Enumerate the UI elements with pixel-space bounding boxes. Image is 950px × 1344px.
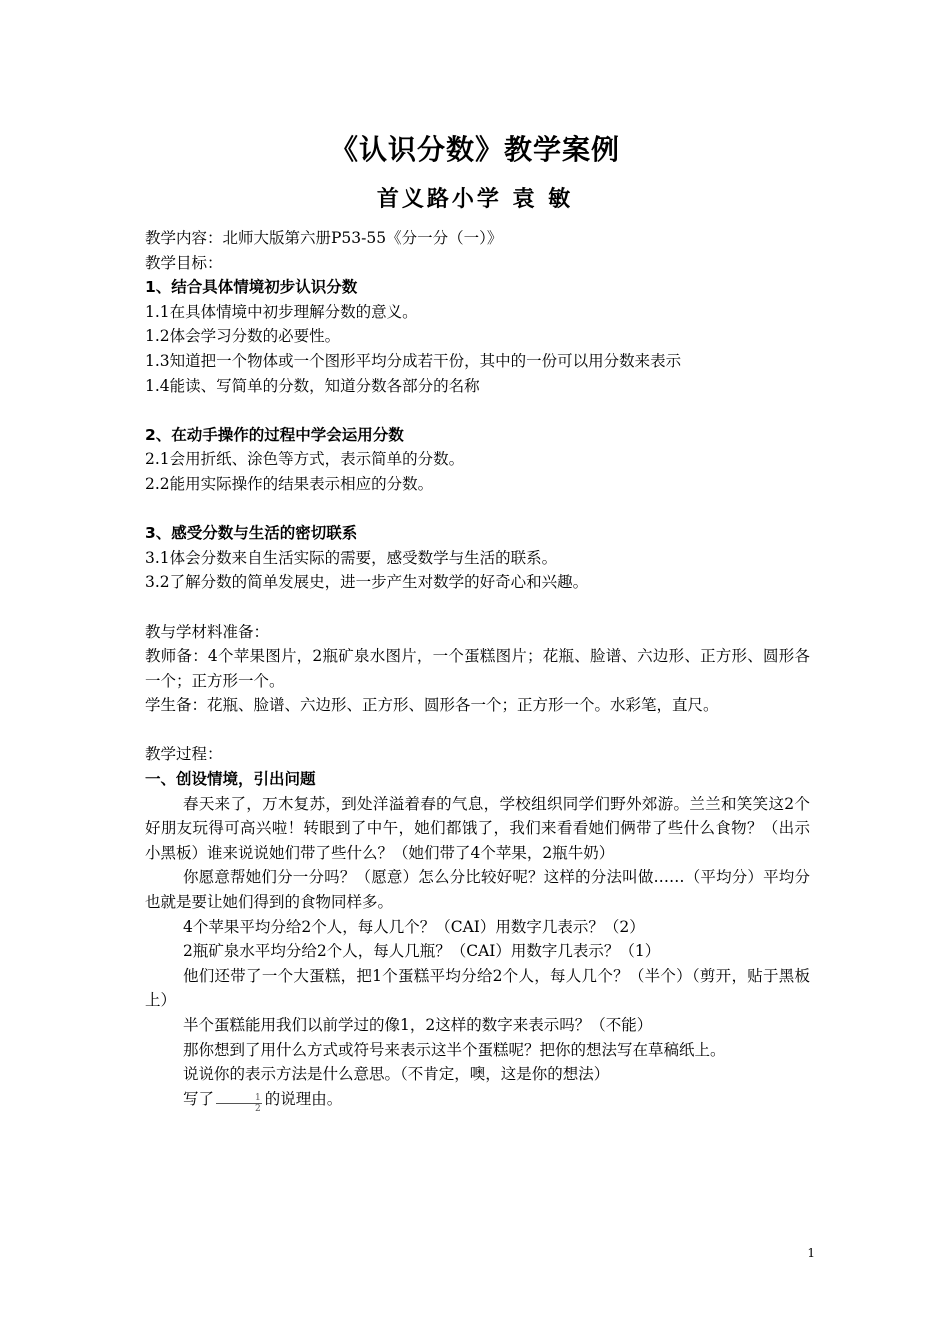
- process-paragraph: 半个蛋糕能用我们以前学过的像1，2这样的数字来表示吗？（不能）: [183, 1016, 653, 1034]
- fraction-one-half: [216, 1093, 262, 1114]
- goal1-item: 1.4能读、写简单的分数，知道分数各部分的名称: [145, 376, 480, 395]
- spacer: [145, 595, 810, 620]
- fraction-denominator: 2: [255, 1104, 261, 1115]
- process-label: 教学过程：: [145, 745, 223, 764]
- student-materials: 学生备：花瓶、脸谱、六边形、正方形、圆形各一个；正方形一个。水彩笔，直尺。: [145, 696, 719, 715]
- process-paragraph: 2瓶矿泉水平均分给2个人，每人几瓶？（CAI）用数字几表示？（1）: [183, 942, 661, 961]
- goal3-item: 3.1体会分数来自生活实际的需要，感受数学与生活的联系。: [145, 548, 558, 567]
- process-paragraph: 他们还带了一个大蛋糕，把1个蛋糕平均分给2个人，每人几个？（半个）（剪开，贴于黑板上）: [145, 966, 810, 1010]
- document-title: 《认识分数》教学案例: [329, 133, 620, 166]
- process-paragraph: 说说你的表示方法是什么意思。（不肯定，噢，这是你的想法）: [183, 1065, 610, 1084]
- document-body: [145, 226, 810, 1115]
- goal1-item: 1.3知道把一个物体或一个图形平均分成若干份，其中的一份可以用分数来表示: [145, 351, 682, 370]
- spacer: [145, 398, 810, 423]
- goals-label: 教学目标：: [145, 253, 223, 272]
- page-number: 1: [807, 1246, 815, 1260]
- process-paragraph: 4个苹果平均分给2个人，每人几个？（CAI）用数字几表示？（2）: [183, 917, 645, 936]
- goal1-item: 1.1在具体情境中初步理解分数的意义。: [145, 302, 418, 321]
- goal1-item: 1.2体会学习分数的必要性。: [145, 327, 341, 346]
- fraction-line: [145, 1087, 810, 1115]
- goal2-item: 2.1会用折纸、涂色等方式，表示简单的分数。: [145, 450, 465, 469]
- fraction-numerator: 1: [216, 1093, 262, 1104]
- process-paragraph: 那你想到了用什么方式或符号来表示这半个蛋糕呢？把你的想法写在草稿纸上。: [183, 1040, 726, 1059]
- materials-label: 教与学材料准备：: [145, 622, 270, 641]
- spacer: [145, 497, 810, 522]
- fraction-line-prefix: 写了: [183, 1089, 215, 1108]
- teacher-materials: 教师备：4个苹果图片，2瓶矿泉水图片，一个蛋糕图片；花瓶、脸谱、六边形、正方形、圆形各一个；正方形一个。: [145, 647, 810, 690]
- teaching-content: 教学内容：北师大版第六册P53-55《分一分（一）》: [145, 229, 503, 247]
- process-paragraph: 你愿意帮她们分一分吗？（愿意）怎么分比较好呢？这样的分法叫做……（平均分）平均分也就是要让她们得到的食物同样多。: [145, 868, 810, 912]
- goal3-item: 3.2了解分数的简单发展史，进一步产生对数学的好奇心和兴趣。: [145, 573, 589, 592]
- author-line: 首义路小学 袁 敏: [376, 186, 574, 212]
- fraction-line-suffix: 的说理由。: [264, 1089, 343, 1108]
- goal1-heading: 1、结合具体情境初步认识分数: [145, 278, 358, 297]
- section1-heading: 一、创设情境，引出问题: [145, 770, 316, 789]
- goal3-heading: 3、感受分数与生活的密切联系: [145, 524, 358, 543]
- process-paragraph: 春天来了，万木复苏，到处洋溢着春的气息，学校组织同学们野外郊游。兰兰和笑笑这2个好朋友玩得可高兴啦！转眼到了中午，她们都饿了，我们来看看她们俩带了些什么食物？（出示小黑板）谁来说说她们带了些什么？（她们带了4个苹果，2瓶牛奶）: [145, 794, 810, 862]
- goal2-item: 2.2能用实际操作的结果表示相应的分数。: [145, 474, 434, 493]
- spacer: [145, 718, 810, 743]
- goal2-heading: 2、在动手操作的过程中学会运用分数: [145, 425, 404, 444]
